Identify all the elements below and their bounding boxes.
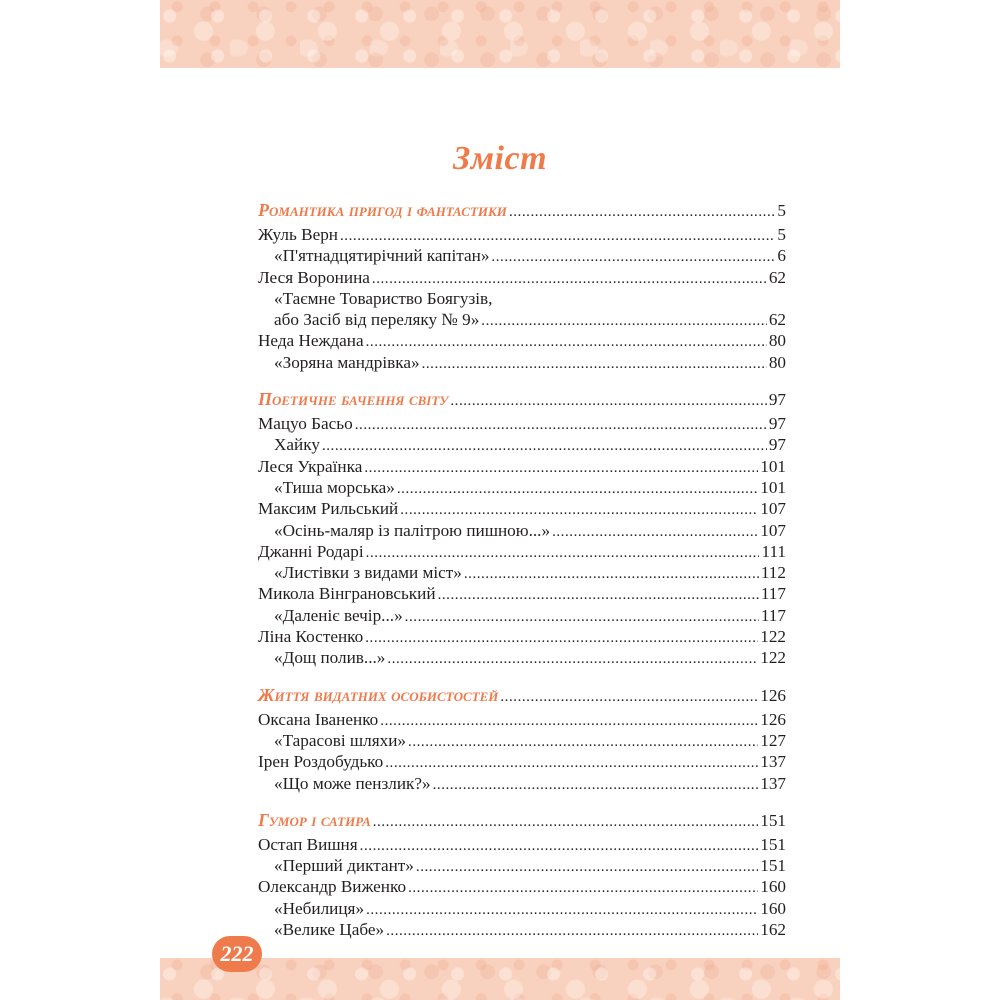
entry-title: Хайку (274, 435, 320, 455)
entry-page-number: 80 (768, 352, 786, 372)
entry-page-number: 137 (760, 773, 786, 793)
leader-dots (405, 605, 759, 628)
entry-page-number: 97 (768, 435, 786, 455)
entry-title: «Велике Цабе» (274, 920, 385, 940)
entry-page-number: 127 (760, 730, 786, 750)
entry-title: «Тиша морська» (274, 477, 395, 497)
toc-author-entry[interactable] (258, 709, 786, 730)
entry-title: Ліна Костенко (258, 627, 364, 647)
entry-page-number: 160 (760, 877, 786, 897)
entry-title: Максим Рильський (258, 499, 399, 519)
leader-dots (438, 583, 759, 606)
entry-title: «Листівки з видами міст» (274, 563, 462, 583)
leader-dots (386, 919, 758, 942)
leader-dots (373, 809, 758, 834)
entry-page-number: 80 (768, 331, 786, 351)
toc-author-entry[interactable] (258, 330, 786, 351)
leader-dots (450, 388, 766, 413)
toc-work-entry[interactable] (258, 434, 786, 455)
entry-title: Джанні Родарі (258, 541, 364, 561)
leader-dots (400, 498, 758, 521)
section-title: Життя видатних особистостей (258, 684, 499, 705)
toc-work-entry[interactable] (258, 477, 786, 498)
entry-page-number: 6 (777, 246, 786, 266)
decorative-bottom-band (160, 958, 840, 1000)
section-title: Поетичне бачення світу (258, 389, 449, 410)
leader-dots (364, 456, 758, 479)
table-of-contents (258, 198, 786, 940)
leader-dots (552, 520, 758, 543)
entry-page-number: 151 (760, 856, 786, 876)
page-number-badge: 222 (212, 936, 262, 972)
leader-dots (408, 730, 758, 753)
page-title: Зміст (452, 140, 548, 177)
entry-page-number: 107 (760, 499, 786, 519)
entry-title: «Зоряна мандрівка» (274, 352, 420, 372)
toc-author-entry[interactable] (258, 583, 786, 604)
leader-dots (491, 245, 775, 268)
entry-page-number: 101 (760, 477, 786, 497)
toc-author-entry[interactable] (258, 498, 786, 519)
leader-dots (380, 709, 758, 732)
toc-author-entry[interactable] (258, 541, 786, 562)
toc-author-entry[interactable] (258, 834, 786, 855)
entry-title: або Засіб від переляку № 9» (274, 310, 480, 330)
entry-page-number: 137 (760, 752, 786, 772)
section-gap (258, 794, 786, 808)
section-page-number: 5 (777, 201, 786, 220)
entry-title: «Осінь-маляр із палітрою пишною...» (274, 520, 551, 540)
entry-title: Остап Вишня (258, 834, 358, 854)
toc-work-entry[interactable] (258, 288, 786, 309)
entry-page-number: 117 (760, 584, 786, 604)
leader-dots (322, 434, 767, 457)
entry-title: «Перший диктант» (274, 856, 414, 876)
toc-author-entry[interactable] (258, 224, 786, 245)
toc-work-entry[interactable] (258, 898, 786, 919)
entry-page-number: 107 (760, 520, 786, 540)
leader-dots (366, 541, 760, 564)
toc-author-entry[interactable] (258, 751, 786, 772)
entry-title: Жуль Верн (258, 225, 338, 244)
toc-work-entry[interactable] (258, 309, 786, 330)
toc-author-entry[interactable] (258, 876, 786, 897)
section-title: Романтика пригод і фантастики (258, 200, 507, 220)
toc-work-entry[interactable] (258, 605, 786, 626)
toc-author-entry[interactable] (258, 456, 786, 477)
toc-work-entry[interactable] (258, 855, 786, 876)
entry-title: Неда Нежданa (258, 331, 364, 351)
entry-title: Олександр Виженко (258, 877, 407, 897)
entry-title: «Що може пензлик?» (274, 773, 431, 793)
leader-dots (355, 413, 767, 436)
entry-page-number: 101 (760, 456, 786, 476)
entry-page-number: 112 (760, 563, 786, 583)
entry-page-number: 62 (768, 310, 786, 330)
toc-work-entry[interactable] (258, 562, 786, 583)
entry-title: Леся Українка (258, 456, 363, 476)
toc-work-entry[interactable] (258, 647, 786, 668)
section-page-number: 151 (760, 810, 786, 830)
entry-title: Микола Вінграновський (258, 584, 436, 604)
leader-dots (387, 647, 758, 670)
toc-author-entry[interactable] (258, 267, 786, 288)
toc-work-entry[interactable] (258, 773, 786, 794)
entry-page-number: 62 (768, 267, 786, 287)
toc-section-heading[interactable] (258, 683, 786, 707)
toc-work-entry[interactable] (258, 352, 786, 373)
entry-title: «Тарасові шляхи» (274, 730, 407, 750)
toc-section-heading[interactable] (258, 198, 786, 222)
leader-dots (360, 834, 759, 857)
entry-title: Ірен Роздобудько (258, 752, 384, 772)
toc-work-entry[interactable] (258, 245, 786, 266)
leader-dots (397, 477, 758, 500)
leader-dots (416, 855, 758, 878)
entry-page-number: 126 (760, 709, 786, 729)
leader-dots (481, 309, 767, 332)
entry-title: «Дощ полив...» (274, 648, 386, 668)
leader-dots (365, 626, 758, 649)
leader-dots (509, 199, 775, 224)
toc-work-entry[interactable] (258, 919, 786, 940)
entry-title: «Небилиця» (274, 898, 365, 918)
entry-page-number: 162 (760, 920, 786, 940)
leader-dots (385, 751, 758, 774)
entry-title: Мацуо Басьо (258, 414, 353, 434)
leader-dots (500, 684, 758, 709)
entry-page-number: 122 (760, 648, 786, 668)
toc-section-heading[interactable] (258, 387, 786, 411)
entry-title: «Таємне Товариство Боягузів, (274, 288, 493, 308)
section-gap (258, 373, 786, 387)
leader-dots (408, 876, 758, 899)
entry-title: «Даленіє вечір...» (274, 605, 403, 625)
entry-title: Леся Воронина (258, 267, 370, 287)
section-page-number: 97 (768, 390, 786, 410)
leader-dots (366, 330, 767, 353)
leader-dots (422, 352, 767, 375)
toc-section-heading[interactable] (258, 808, 786, 832)
entry-page-number: 111 (761, 541, 786, 561)
section-gap (258, 669, 786, 683)
leader-dots (464, 562, 759, 585)
entry-page-number: 122 (760, 627, 786, 647)
entry-page-number: 151 (760, 834, 786, 854)
leader-dots (372, 267, 767, 290)
toc-work-entry[interactable] (258, 520, 786, 541)
entry-title: Оксана Іваненко (258, 709, 379, 729)
decorative-top-band (160, 0, 840, 68)
toc-work-entry[interactable] (258, 730, 786, 751)
entry-title: «П'ятнадцятирічний капітан» (274, 246, 490, 266)
entry-page-number: 97 (768, 414, 786, 434)
leader-dots (433, 773, 759, 796)
leader-dots (366, 898, 758, 921)
leader-dots (340, 224, 775, 247)
entry-page-number: 160 (760, 898, 786, 918)
entry-page-number: 5 (777, 225, 786, 244)
toc-author-entry[interactable] (258, 413, 786, 434)
section-page-number: 126 (760, 685, 786, 705)
book-page (160, 0, 840, 1000)
toc-author-entry[interactable] (258, 626, 786, 647)
entry-page-number: 117 (760, 605, 786, 625)
section-title: Гумор і сатира (258, 809, 371, 830)
